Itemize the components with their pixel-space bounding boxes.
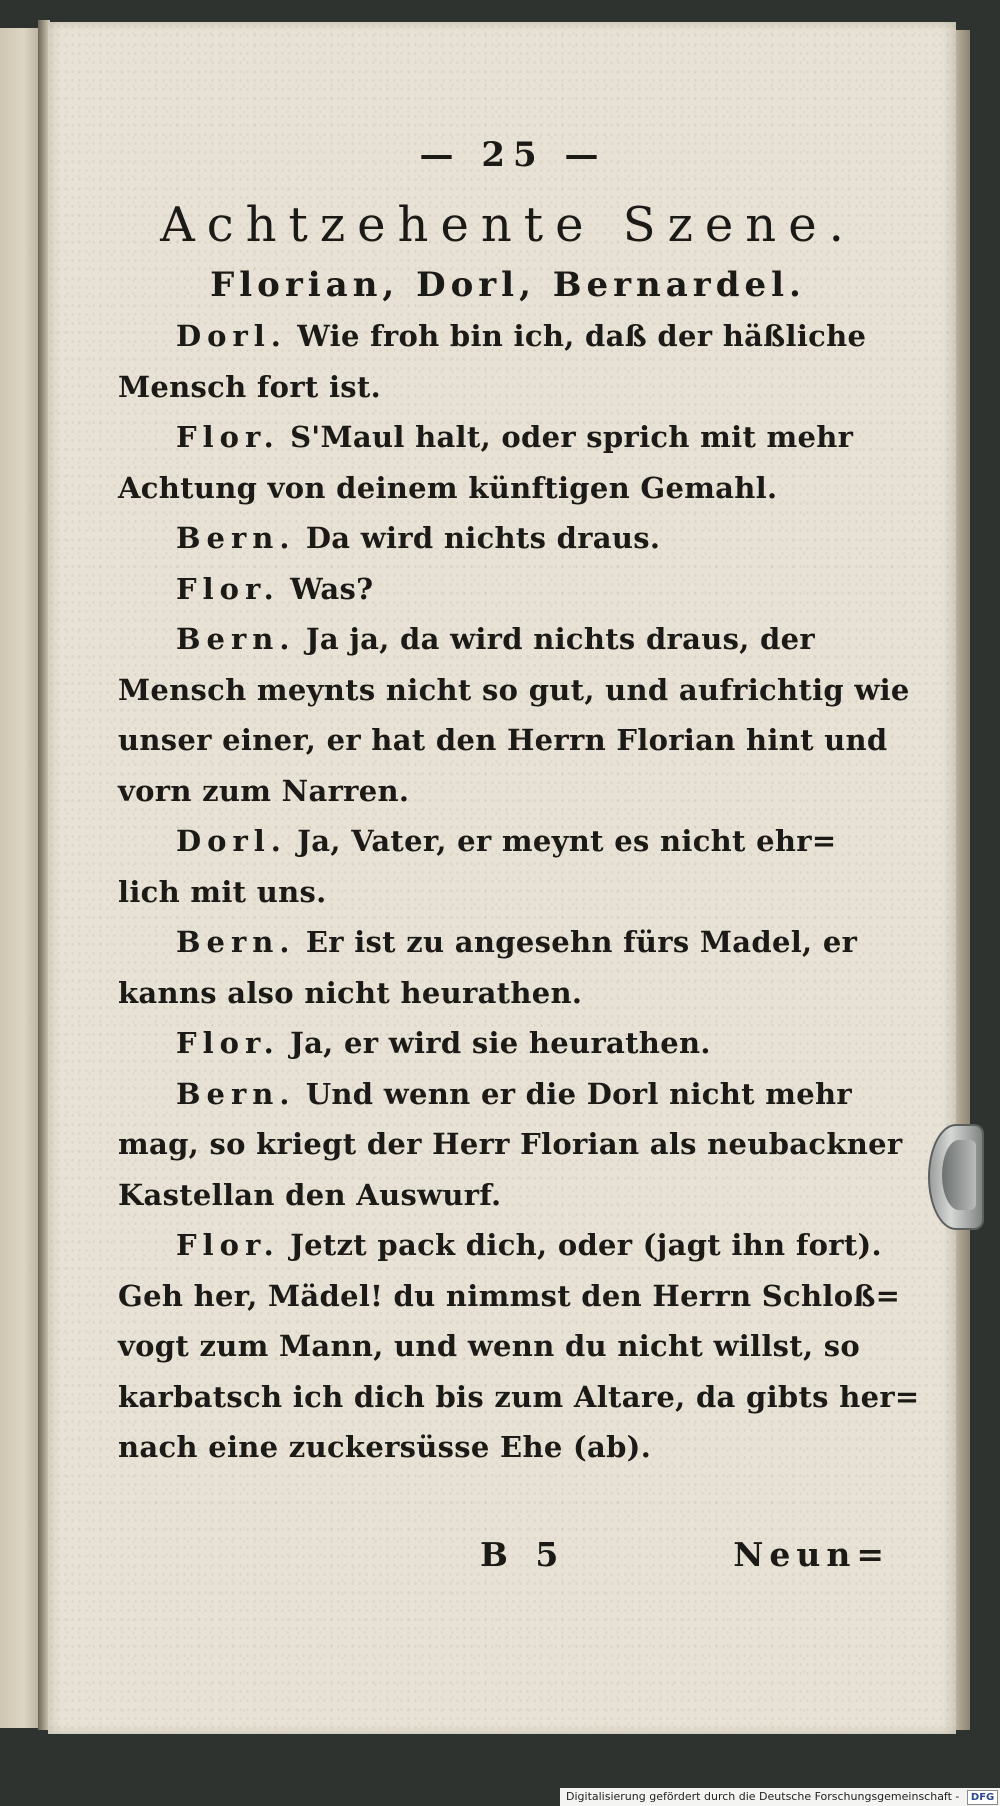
speaker-name: Bern.	[176, 622, 296, 656]
page-number-header: — 25 —	[419, 135, 607, 175]
text-line	[118, 1372, 920, 1423]
text-line	[118, 564, 898, 615]
line-text: Er ist zu angesehn fürs Madel, er	[295, 925, 858, 959]
line-text: Kastellan den Auswurf.	[118, 1177, 502, 1212]
text-line	[118, 614, 898, 665]
line-text: Und wenn er die Dorl nicht mehr	[295, 1076, 852, 1111]
line-text: S'Maul halt, oder sprich mit mehr	[279, 420, 854, 454]
text-line	[118, 816, 898, 867]
text-line	[118, 715, 898, 766]
speaker-name: Dorl.	[176, 319, 287, 353]
line-text: Ja, er wird sie heurathen.	[279, 1026, 711, 1060]
facing-page-edge	[0, 28, 40, 1728]
scene-title: Achtzehente Szene.	[160, 197, 856, 253]
line-text: Mensch fort ist.	[118, 369, 382, 404]
text-line	[118, 463, 898, 514]
line-text: Da wird nichts draus.	[295, 521, 661, 555]
line-text: unser einer, er hat den Herrn Florian hint und	[118, 723, 888, 757]
speaker-name: Flor.	[176, 571, 280, 606]
text-line	[118, 1422, 898, 1473]
text-line	[118, 968, 898, 1019]
line-text: nach eine zuckersüsse Ehe (ab).	[118, 1430, 652, 1464]
line-text: Ja, Vater, er meynt es nicht ehr=	[286, 824, 837, 858]
line-text: Wie froh bin ich, daß der häßliche	[286, 319, 867, 353]
text-line	[118, 867, 898, 918]
text-line	[118, 1321, 898, 1372]
text-line	[118, 1220, 898, 1271]
line-text: karbatsch ich dich bis zum Altare, da gibts her=	[118, 1379, 920, 1414]
credit-text: Digitalisierung gefördert durch die Deutsche Forschungsgemeinschaft -	[566, 1790, 960, 1803]
line-text: Geh her, Mädel! du nimmst den Herrn Schloß=	[118, 1278, 901, 1313]
page-footer	[118, 1535, 898, 1579]
text-line	[118, 1018, 898, 1069]
cast-list: Florian, Dorl, Bernardel.	[210, 265, 806, 305]
line-text: mag, so kriegt der Herr Florian als neubackner	[118, 1127, 903, 1161]
line-text: Was?	[279, 571, 374, 606]
catchword: Neun=	[733, 1535, 890, 1574]
text-line	[118, 1069, 898, 1120]
speaker-name: Bern.	[176, 1076, 296, 1111]
page-fore-edge	[954, 30, 970, 1730]
page-clip-inner	[942, 1140, 976, 1210]
dialogue-body	[118, 311, 920, 1473]
line-text: Ja ja, da wird nichts draus, der	[295, 622, 815, 656]
line-text: Mensch meynts nicht so gut, und aufrichtig wie	[118, 672, 910, 707]
text-line	[118, 513, 898, 564]
dfg-logo: DFG	[967, 1790, 998, 1805]
text-line	[118, 665, 910, 716]
speaker-name: Flor.	[176, 1228, 280, 1262]
text-line	[118, 766, 898, 817]
speaker-name: Flor.	[176, 420, 280, 454]
text-line	[118, 917, 898, 968]
digitization-credit-bar	[560, 1788, 1000, 1806]
line-text: Jetzt pack dich, oder (jagt ihn fort).	[279, 1228, 882, 1262]
text-line	[118, 1119, 903, 1170]
speaker-name: Flor.	[176, 1026, 280, 1060]
line-text: kanns also nicht heurathen.	[118, 975, 583, 1010]
speaker-name: Bern.	[176, 925, 296, 959]
signature-mark: B 5	[480, 1535, 567, 1574]
line-text: vorn zum Narren.	[118, 773, 410, 808]
text-line	[118, 362, 898, 413]
text-line	[118, 1170, 898, 1221]
text-line	[118, 412, 898, 463]
line-text: Achtung von deinem künftigen Gemahl.	[118, 470, 778, 505]
line-text: vogt zum Mann, und wenn du nicht willst, so	[118, 1329, 861, 1363]
text-line	[118, 311, 898, 362]
page-text	[118, 135, 920, 1473]
speaker-name: Dorl.	[176, 824, 287, 858]
line-text: lich mit uns.	[118, 874, 327, 909]
text-line	[118, 1271, 901, 1322]
speaker-name: Bern.	[176, 521, 296, 555]
